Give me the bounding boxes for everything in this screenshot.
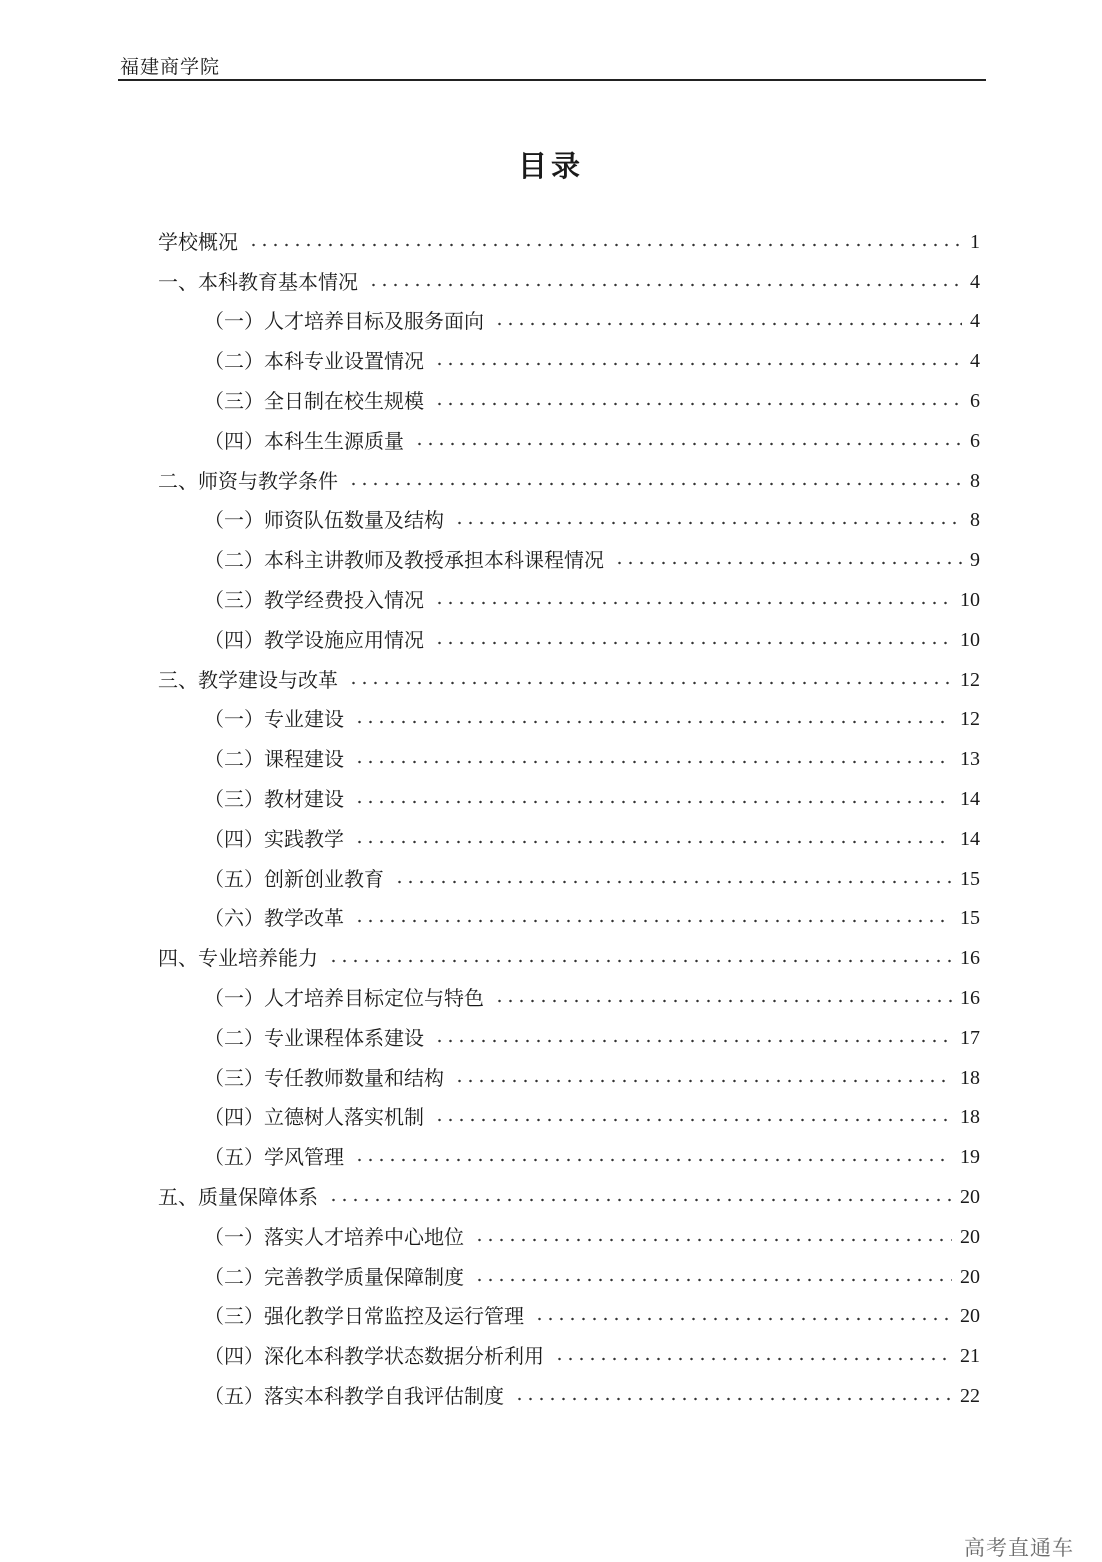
toc-entry-label: （六）教学改革 (204, 906, 344, 931)
toc-entry-label: （一）专业建设 (204, 707, 344, 732)
toc-section-entry[interactable] (158, 938, 980, 978)
toc-section-entry[interactable] (158, 222, 980, 262)
toc-subsection-entry[interactable] (158, 1217, 980, 1257)
toc-subsection-entry[interactable] (158, 381, 980, 421)
toc-page-number: 20 (960, 1225, 980, 1248)
toc-subsection-entry[interactable] (158, 341, 980, 381)
toc-dot-leader (534, 1317, 952, 1321)
toc-entry-label: （五）创新创业教育 (204, 866, 384, 891)
toc-section-entry[interactable] (158, 1177, 980, 1217)
toc-dot-leader (354, 1158, 952, 1162)
toc-page-number: 20 (960, 1265, 980, 1288)
watermark: 高考直通车 (964, 1536, 1074, 1560)
toc-page-number: 10 (960, 628, 980, 651)
toc-subsection-entry[interactable] (158, 859, 980, 899)
toc-dot-leader (494, 999, 952, 1003)
toc-page-number: 10 (960, 589, 980, 612)
toc-subsection-entry[interactable] (158, 819, 980, 859)
toc-dot-leader (434, 601, 952, 605)
toc-entry-label: 四、专业培养能力 (158, 946, 318, 971)
toc-dot-leader (434, 362, 962, 366)
toc-page-number: 6 (970, 429, 980, 452)
toc-dot-leader (514, 1397, 952, 1401)
toc-entry-label: （二）课程建设 (204, 747, 344, 772)
toc-page-number: 19 (960, 1146, 980, 1169)
toc-page-number: 20 (960, 1305, 980, 1328)
toc-dot-leader (354, 760, 952, 764)
toc-dot-leader (434, 1118, 952, 1122)
toc-entry-label: （三）教材建设 (204, 787, 344, 812)
toc-page-number: 4 (970, 310, 980, 333)
toc-dot-leader (394, 880, 952, 884)
toc-entry-label: （三）教学经费投入情况 (204, 588, 424, 613)
toc-page-number: 8 (970, 509, 980, 532)
toc-entry-label: （四）深化本科教学状态数据分析利用 (204, 1344, 544, 1369)
toc-entry-label: （一）人才培养目标及服务面向 (204, 309, 484, 334)
toc-page-number: 16 (960, 947, 980, 970)
toc-entry-label: （四）立德树人落实机制 (204, 1105, 424, 1130)
toc-page-number: 13 (960, 748, 980, 771)
toc-entry-label: 一、本科教育基本情况 (158, 269, 358, 294)
toc-dot-leader (474, 1238, 952, 1242)
toc-dot-leader (434, 641, 952, 645)
toc-subsection-entry[interactable] (158, 540, 980, 580)
toc-section-entry[interactable] (158, 660, 980, 700)
toc-entry-label: （三）强化教学日常监控及运行管理 (204, 1304, 524, 1329)
toc-subsection-entry[interactable] (158, 1336, 980, 1376)
toc-entry-label: （一）师资队伍数量及结构 (204, 508, 444, 533)
toc-dot-leader (348, 681, 952, 685)
toc-dot-leader (434, 402, 962, 406)
toc-entry-label: （四）本科生生源质量 (204, 428, 404, 453)
toc-section-entry[interactable] (158, 461, 980, 501)
toc-page-number: 15 (960, 907, 980, 930)
toc-section-entry[interactable] (158, 262, 980, 302)
toc-dot-leader (474, 1278, 952, 1282)
toc-page-number: 4 (970, 270, 980, 293)
toc-page-number: 14 (960, 827, 980, 850)
toc-dot-leader (414, 442, 962, 446)
toc-page-number: 6 (970, 390, 980, 413)
toc-page-number: 15 (960, 867, 980, 890)
toc-page-number: 8 (970, 469, 980, 492)
toc-page-number: 12 (960, 708, 980, 731)
toc-entry-label: （二）专业课程体系建设 (204, 1025, 424, 1050)
toc-entry-label: 五、质量保障体系 (158, 1185, 318, 1210)
toc-subsection-entry[interactable] (158, 501, 980, 541)
toc-entry-label: （四）教学设施应用情况 (204, 627, 424, 652)
toc-dot-leader (354, 720, 952, 724)
toc-page-number: 16 (960, 987, 980, 1010)
toc-entry-label: 二、师资与教学条件 (158, 468, 338, 493)
toc-title: 目录 (517, 149, 584, 183)
toc-subsection-entry[interactable] (158, 739, 980, 779)
toc-dot-leader (248, 243, 962, 247)
toc-dot-leader (368, 283, 962, 287)
toc-subsection-entry[interactable] (158, 1297, 980, 1337)
toc-subsection-entry[interactable] (158, 302, 980, 342)
toc-dot-leader (554, 1357, 952, 1361)
toc-page-number: 21 (960, 1345, 980, 1368)
toc-page-number: 18 (960, 1106, 980, 1129)
toc-page-number: 17 (960, 1026, 980, 1049)
toc-dot-leader (354, 840, 952, 844)
toc-dot-leader (454, 1079, 952, 1083)
table-of-contents (158, 222, 980, 1416)
toc-dot-leader (348, 482, 962, 486)
toc-page-number: 12 (960, 668, 980, 691)
toc-page-number: 4 (970, 350, 980, 373)
toc-subsection-entry[interactable] (158, 1257, 980, 1297)
toc-page-number: 9 (970, 549, 980, 572)
toc-dot-leader (328, 1198, 952, 1202)
toc-entry-label: （二）本科专业设置情况 (204, 349, 424, 374)
toc-page-number: 20 (960, 1186, 980, 1209)
page-header-school-name: 福建商学院 (120, 56, 221, 78)
toc-entry-label: 三、教学建设与改革 (158, 667, 338, 692)
toc-entry-label: 学校概况 (158, 229, 238, 254)
toc-entry-label: （三）专任教师数量和结构 (204, 1065, 444, 1090)
toc-subsection-entry[interactable] (158, 700, 980, 740)
toc-dot-leader (454, 521, 962, 525)
toc-page-number: 22 (960, 1385, 980, 1407)
toc-subsection-entry[interactable] (158, 978, 980, 1018)
toc-page-number: 1 (970, 230, 980, 253)
toc-dot-leader (354, 919, 952, 923)
toc-entry-label: （三）全日制在校生规模 (204, 389, 424, 414)
toc-entry-label: （二）本科主讲教师及教授承担本科课程情况 (204, 548, 604, 573)
toc-subsection-entry[interactable] (158, 1137, 980, 1177)
toc-subsection-entry[interactable] (158, 1376, 980, 1416)
toc-subsection-entry[interactable] (158, 1058, 980, 1098)
toc-entry-label: （一）落实人才培养中心地位 (204, 1224, 464, 1249)
toc-subsection-entry[interactable] (158, 1098, 980, 1138)
toc-dot-leader (328, 959, 952, 963)
toc-subsection-entry[interactable] (158, 779, 980, 819)
toc-dot-leader (354, 800, 952, 804)
toc-subsection-entry[interactable] (158, 1018, 980, 1058)
toc-dot-leader (434, 1039, 952, 1043)
toc-subsection-entry[interactable] (158, 899, 980, 939)
toc-entry-label: （四）实践教学 (204, 826, 344, 851)
toc-page-number: 18 (960, 1066, 980, 1089)
header-divider (118, 79, 986, 81)
toc-page-number: 14 (960, 788, 980, 811)
toc-entry-label: （五）学风管理 (204, 1145, 344, 1170)
toc-entry-label: （五）落实本科教学自我评估制度 (204, 1384, 504, 1408)
toc-entry-label: （一）人才培养目标定位与特色 (204, 986, 484, 1011)
toc-subsection-entry[interactable] (158, 620, 980, 660)
toc-subsection-entry[interactable] (158, 421, 980, 461)
toc-entry-label: （二）完善教学质量保障制度 (204, 1264, 464, 1289)
toc-subsection-entry[interactable] (158, 580, 980, 620)
toc-dot-leader (494, 322, 962, 326)
toc-dot-leader (614, 561, 962, 565)
